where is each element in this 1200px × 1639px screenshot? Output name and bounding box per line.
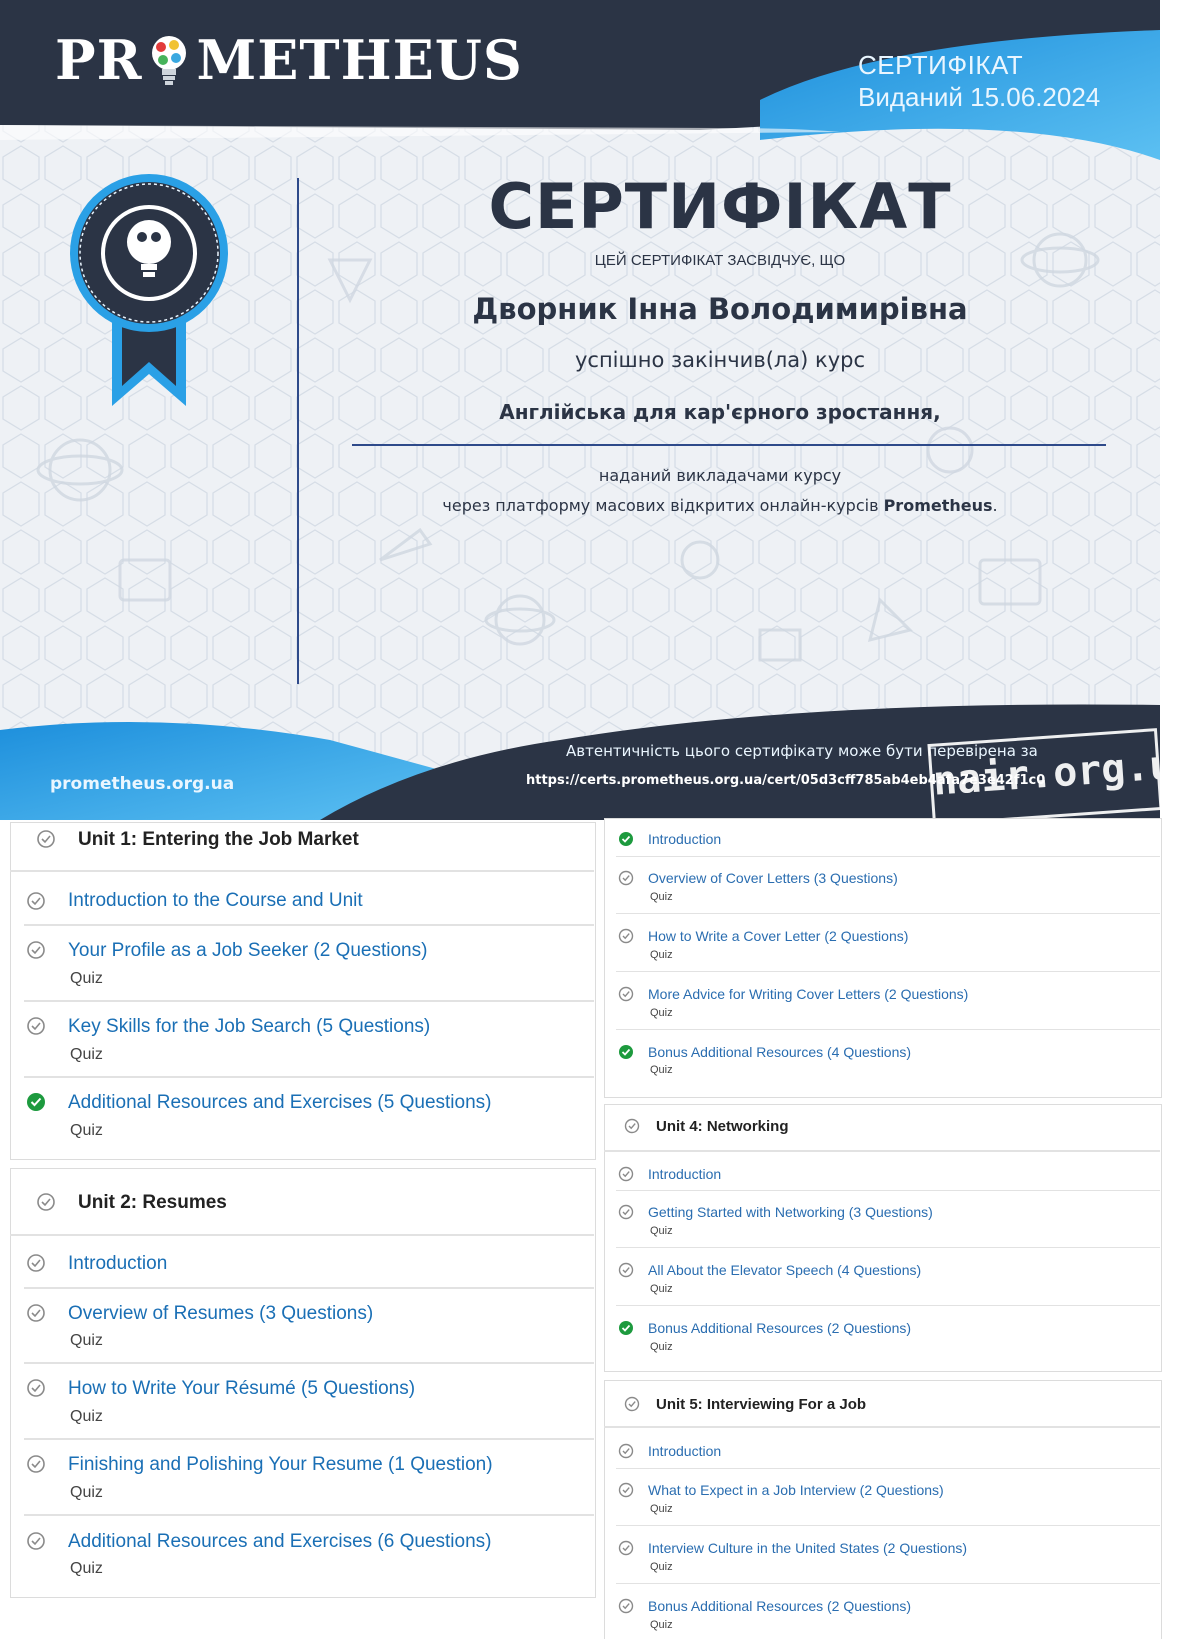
site-link[interactable]: prometheus.org.ua xyxy=(50,774,235,794)
check-circle-icon xyxy=(618,1598,634,1614)
lesson-link[interactable]: Finishing and Polishing Your Resume (1 Question) xyxy=(68,1454,493,1475)
divider xyxy=(616,1583,1160,1584)
lightbulb-icon xyxy=(146,33,192,87)
lesson-type: Quiz xyxy=(650,1225,673,1237)
check-circle-filled-icon xyxy=(618,1044,634,1060)
lesson-link[interactable]: Introduction xyxy=(648,1443,722,1459)
given-by-line2 xyxy=(340,496,1100,515)
header-certificate-label: СЕРТИФІКАТ xyxy=(858,50,1024,80)
check-circle-icon xyxy=(618,1540,634,1556)
lesson-type: Quiz xyxy=(70,1122,103,1139)
lesson-type: Quiz xyxy=(70,1408,103,1425)
check-circle-icon xyxy=(26,1016,46,1036)
divider xyxy=(616,1525,1160,1526)
check-circle-icon xyxy=(618,1482,634,1498)
platform-name: Prometheus xyxy=(883,496,993,515)
check-circle-icon xyxy=(36,1192,56,1212)
recipient-name: Дворник Інна Володимирівна xyxy=(472,292,968,326)
lesson-type: Quiz xyxy=(650,1341,673,1353)
lesson-type: Quiz xyxy=(650,1007,673,1019)
check-circle-icon xyxy=(26,1303,46,1323)
lesson-link[interactable]: Key Skills for the Job Search (5 Questions) xyxy=(68,1016,431,1037)
lesson-type: Quiz xyxy=(70,1046,103,1063)
lesson-type: Quiz xyxy=(70,1332,103,1349)
logo-text-left: PR xyxy=(55,28,143,92)
lesson-link[interactable]: Bonus Additional Resources (2 Questions) xyxy=(648,1598,912,1614)
lesson-link[interactable]: Overview of Resumes (3 Questions) xyxy=(68,1303,374,1324)
lesson-type: Quiz xyxy=(650,1283,673,1295)
divider xyxy=(24,1438,594,1440)
check-circle-icon xyxy=(26,891,46,911)
vertical-divider xyxy=(297,178,299,684)
lesson-link[interactable]: Interview Culture in the United States (2 Questions) xyxy=(648,1540,968,1556)
authenticity-note: Автентичність цього сертифікату може бути перевірена за xyxy=(566,742,1038,760)
divider xyxy=(24,1287,594,1289)
lesson-link[interactable]: Additional Resources and Exercises (5 Questions) xyxy=(68,1092,492,1113)
lesson-type: Quiz xyxy=(650,1064,673,1076)
check-circle-icon xyxy=(624,1396,640,1412)
divider xyxy=(24,1514,594,1516)
lesson-link[interactable]: How to Write a Cover Letter (2 Questions) xyxy=(648,928,909,944)
check-circle-icon xyxy=(26,1454,46,1474)
lesson-type: Quiz xyxy=(650,1503,673,1515)
divider xyxy=(616,1190,1160,1191)
check-circle-icon xyxy=(26,1378,46,1398)
lesson-link[interactable]: Bonus Additional Resources (4 Questions) xyxy=(648,1044,912,1060)
divider xyxy=(24,1362,594,1364)
stamp-text: nair.org.ua xyxy=(931,740,1199,805)
divider xyxy=(24,1000,594,1002)
divider xyxy=(616,1029,1160,1030)
lesson-link[interactable]: All About the Elevator Speech (4 Questions) xyxy=(648,1262,922,1278)
divider xyxy=(10,1234,594,1236)
lesson-link[interactable]: What to Expect in a Job Interview (2 Questions) xyxy=(648,1482,944,1498)
certificate-title: СЕРТИФІКАТ xyxy=(488,170,952,243)
horizontal-divider xyxy=(352,444,1106,446)
check-circle-icon xyxy=(618,928,634,944)
divider xyxy=(604,1426,1160,1428)
given-by-line1: наданий викладачами курсу xyxy=(598,466,842,485)
watermark-stamp xyxy=(927,728,1199,826)
check-circle-icon xyxy=(26,1531,46,1551)
check-circle-icon xyxy=(36,829,56,849)
lesson-type: Quiz xyxy=(70,1560,103,1577)
check-circle-icon xyxy=(618,1204,634,1220)
unit-title[interactable]: Unit 1: Entering the Job Market xyxy=(78,829,359,850)
divider xyxy=(616,1247,1160,1248)
check-circle-icon xyxy=(618,1443,634,1459)
check-circle-filled-icon xyxy=(26,1092,46,1112)
unit-title[interactable]: Unit 4: Networking xyxy=(656,1118,789,1135)
logo-text-right: METHEUS xyxy=(196,28,523,92)
divider xyxy=(616,856,1160,857)
seal-badge-icon xyxy=(68,174,230,406)
check-circle-icon xyxy=(618,870,634,886)
lesson-link[interactable]: Additional Resources and Exercises (6 Questions) xyxy=(68,1531,492,1552)
completed-text: успішно закінчив(ла) курс xyxy=(574,348,866,372)
lesson-link[interactable]: Introduction to the Course and Unit xyxy=(68,890,363,911)
given-by-suffix: . xyxy=(992,496,998,515)
check-circle-icon xyxy=(26,940,46,960)
unit-title[interactable]: Unit 5: Interviewing For a Job xyxy=(656,1396,867,1413)
lesson-link[interactable]: Getting Started with Networking (3 Questions) xyxy=(648,1204,933,1220)
prometheus-logo xyxy=(55,28,523,92)
lesson-link[interactable]: Bonus Additional Resources (2 Questions) xyxy=(648,1320,912,1336)
lesson-type: Quiz xyxy=(650,891,673,903)
certificate xyxy=(0,0,1199,820)
lesson-type: Quiz xyxy=(70,970,103,987)
check-circle-icon xyxy=(624,1118,640,1134)
check-circle-icon xyxy=(618,1262,634,1278)
divider xyxy=(616,1305,1160,1306)
divider xyxy=(616,1468,1160,1469)
check-circle-icon xyxy=(26,1253,46,1273)
check-circle-filled-icon xyxy=(618,831,634,847)
lesson-type: Quiz xyxy=(650,949,673,961)
lesson-type: Quiz xyxy=(70,1484,103,1501)
lesson-link[interactable]: Introduction xyxy=(68,1253,168,1274)
lesson-link[interactable]: Your Profile as a Job Seeker (2 Questions) xyxy=(68,940,428,961)
divider xyxy=(616,913,1160,914)
divider xyxy=(24,1076,594,1078)
given-by-prefix: через платформу масових відкритих онлайн-курсів xyxy=(442,496,884,515)
check-circle-icon xyxy=(618,986,634,1002)
check-circle-filled-icon xyxy=(618,1320,634,1336)
divider xyxy=(616,971,1160,972)
divider xyxy=(24,924,594,926)
divider xyxy=(604,1150,1160,1152)
check-circle-icon xyxy=(618,1166,634,1182)
lesson-type: Quiz xyxy=(650,1619,673,1631)
issued-date: Виданий 15.06.2024 xyxy=(858,82,1101,112)
verify-url[interactable]: https://certs.prometheus.org.ua/cert/05d3cff785ab4eb4afa7e3e42f1c0 xyxy=(526,773,1046,788)
divider xyxy=(10,870,594,872)
lesson-link[interactable]: Introduction xyxy=(648,1166,722,1182)
lesson-type: Quiz xyxy=(650,1561,673,1573)
lesson-link[interactable]: Overview of Cover Letters (3 Questions) xyxy=(648,870,898,886)
course-name: Англійська для кар'єрного зростання, xyxy=(499,400,941,424)
lesson-link[interactable]: Introduction xyxy=(648,831,722,847)
lesson-link[interactable]: How to Write Your Résumé (5 Questions) xyxy=(68,1378,416,1399)
lesson-link[interactable]: More Advice for Writing Cover Letters (2 Questions) xyxy=(648,986,969,1002)
unit-title[interactable]: Unit 2: Resumes xyxy=(78,1192,227,1213)
certificate-subtitle: ЦЕЙ СЕРТИФІКАТ ЗАСВІДЧУЄ, ЩО xyxy=(594,252,846,269)
